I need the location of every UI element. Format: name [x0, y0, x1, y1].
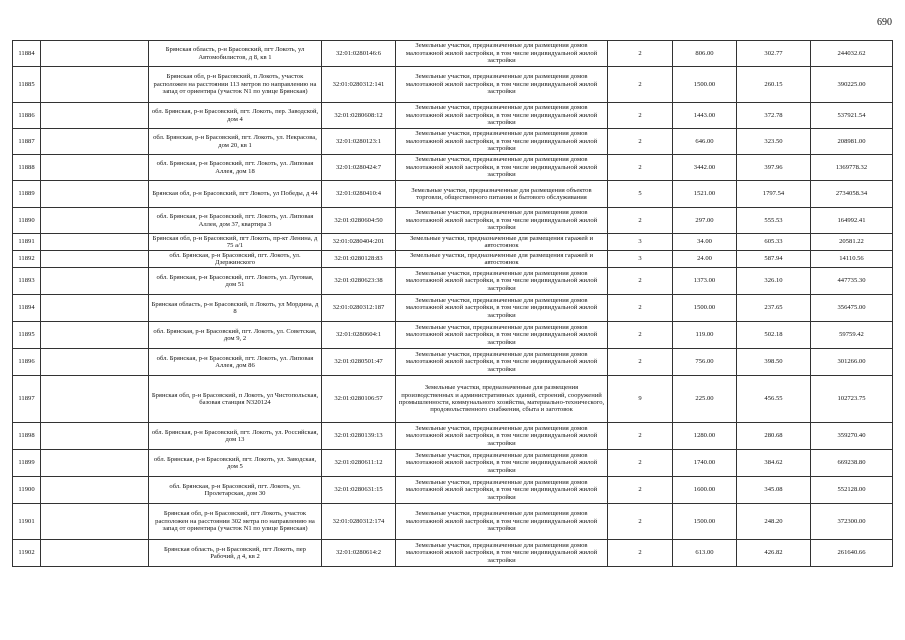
category-cell: 2 — [608, 67, 673, 103]
category-cell: 2 — [608, 129, 673, 155]
cadastral-value-cell: 2734058.34 — [811, 181, 893, 208]
cadastral-number-cell: 32:01:0280501:47 — [322, 349, 396, 376]
area-cell: 297.00 — [673, 208, 737, 234]
area-cell: 1500.00 — [673, 295, 737, 322]
land-purpose-cell: Земельные участки, предназначенные для размещения домов малоэтажной жилой застройки, в том числе индивидуальной жилой застройки — [396, 67, 608, 103]
table-row — [13, 268, 893, 295]
cadastral-value-cell: 164992.41 — [811, 208, 893, 234]
cadastral-number-cell: 32:01:0280139:13 — [322, 423, 396, 450]
area-cell: 756.00 — [673, 349, 737, 376]
area-cell: 646.00 — [673, 129, 737, 155]
empty-cell — [41, 349, 149, 376]
table-row — [13, 477, 893, 504]
cadastral-number-cell: 32:01:0280623:38 — [322, 268, 396, 295]
cadastral-number-cell: 32:01:0280608:12 — [322, 103, 396, 129]
area-cell: 1280.00 — [673, 423, 737, 450]
table-row — [13, 234, 893, 251]
row-number: 11898 — [13, 423, 41, 450]
address-cell: обл. Брянская, р-н Брасовский, пгт. Локоть, ул. Некрасова, дом 20, кв 1 — [149, 129, 322, 155]
specific-value-cell: 502.18 — [737, 322, 811, 349]
cadastral-value-cell: 14110.56 — [811, 251, 893, 268]
empty-cell — [41, 181, 149, 208]
area-cell: 1500.00 — [673, 67, 737, 103]
cadastral-value-cell: 1369778.32 — [811, 155, 893, 181]
land-purpose-cell: Земельные участки, предназначенные для размещения домов малоэтажной жилой застройки, в том числе индивидуальной жилой застройки — [396, 103, 608, 129]
empty-cell — [41, 376, 149, 423]
cadastral-number-cell: 32:01:0280424:7 — [322, 155, 396, 181]
cadastral-number-cell: 32:01:0280128:83 — [322, 251, 396, 268]
cadastral-number-cell: 32:01:0280106:57 — [322, 376, 396, 423]
address-cell: обл. Брянская, р-н Брасовский, пгт. Локоть, ул. Советская, дом 9, 2 — [149, 322, 322, 349]
land-purpose-cell: Земельные участки, предназначенные для размещения домов малоэтажной жилой застройки, в том числе индивидуальной жилой застройки — [396, 129, 608, 155]
cadastral-value-cell: 102723.75 — [811, 376, 893, 423]
land-purpose-cell: Земельные участки, предназначенные для размещения домов малоэтажной жилой застройки, в том числе индивидуальной жилой застройки — [396, 423, 608, 450]
cadastral-number-cell: 32:01:0280312:187 — [322, 295, 396, 322]
land-purpose-cell: Земельные участки, предназначенные для размещения домов малоэтажной жилой застройки, в том числе индивидуальной жилой застройки — [396, 268, 608, 295]
land-purpose-cell: Земельные участки, предназначенные для размещения гаражей и автостоянок — [396, 234, 608, 251]
specific-value-cell: 345.08 — [737, 477, 811, 504]
address-cell: обл. Брянская, р-н Брасовский, пгт. Локоть, ул. Дзержинского — [149, 251, 322, 268]
cadastral-value-cell: 356475.00 — [811, 295, 893, 322]
cadastral-value-cell: 59759.42 — [811, 322, 893, 349]
area-cell: 613.00 — [673, 540, 737, 567]
land-purpose-cell: Земельные участки, предназначенные для размещения домов малоэтажной жилой застройки, в том числе индивидуальной жилой застройки — [396, 208, 608, 234]
category-cell: 2 — [608, 155, 673, 181]
area-cell: 1443.00 — [673, 103, 737, 129]
cadastral-value-cell: 20581.22 — [811, 234, 893, 251]
address-cell: обл. Брянская, р-н Брасовский, пгт. Локоть, ул. Пролетарская, дом 30 — [149, 477, 322, 504]
category-cell: 2 — [608, 450, 673, 477]
table-row — [13, 450, 893, 477]
area-cell: 1500.00 — [673, 504, 737, 540]
row-number: 11884 — [13, 41, 41, 67]
specific-value-cell: 426.82 — [737, 540, 811, 567]
land-purpose-cell: Земельные участки, предназначенные для размещения домов малоэтажной жилой застройки, в том числе индивидуальной жилой застройки — [396, 41, 608, 67]
table-row — [13, 208, 893, 234]
table-row — [13, 540, 893, 567]
cadastral-number-cell: 32:01:0280404:201 — [322, 234, 396, 251]
row-number: 11891 — [13, 234, 41, 251]
cadastral-number-cell: 32:01:0280410:4 — [322, 181, 396, 208]
area-cell: 1740.00 — [673, 450, 737, 477]
address-cell: Брянская обл, р-н Брасовский, п Локоть, ул Чистопольская, базовая станция N320124 — [149, 376, 322, 423]
specific-value-cell: 397.96 — [737, 155, 811, 181]
empty-cell — [41, 268, 149, 295]
cadastral-value-cell: 552128.00 — [811, 477, 893, 504]
cadastral-number-cell: 32:01:0280604:1 — [322, 322, 396, 349]
cadastral-value-cell: 372300.00 — [811, 504, 893, 540]
category-cell: 2 — [608, 477, 673, 504]
specific-value-cell: 372.78 — [737, 103, 811, 129]
specific-value-cell: 260.15 — [737, 67, 811, 103]
land-purpose-cell: Земельные участки, предназначенные для размещения гаражей и автостоянок — [396, 251, 608, 268]
cadastral-number-cell: 32:01:0280312:141 — [322, 67, 396, 103]
specific-value-cell: 280.68 — [737, 423, 811, 450]
row-number: 11899 — [13, 450, 41, 477]
land-purpose-cell: Земельные участки, предназначенные для размещения домов малоэтажной жилой застройки, в том числе индивидуальной жилой застройки — [396, 477, 608, 504]
row-number: 11885 — [13, 67, 41, 103]
category-cell: 3 — [608, 234, 673, 251]
cadastral-value-cell: 359270.40 — [811, 423, 893, 450]
empty-cell — [41, 67, 149, 103]
cadastral-number-cell: 32:01:0280123:1 — [322, 129, 396, 155]
land-purpose-cell: Земельные участки, предназначенные для размещения производственных и административных зданий, строений, сооружений промышленности, коммунального хозяйства, материально-технического, продовольственного снабжения, сбыта и заготовок — [396, 376, 608, 423]
table-row — [13, 67, 893, 103]
area-cell: 1600.00 — [673, 477, 737, 504]
empty-cell — [41, 322, 149, 349]
cadastral-value-cell: 261640.66 — [811, 540, 893, 567]
specific-value-cell: 587.94 — [737, 251, 811, 268]
land-purpose-cell: Земельные участки, предназначенные для размещения домов малоэтажной жилой застройки, в том числе индивидуальной жилой застройки — [396, 450, 608, 477]
address-cell: Брянская область, р-н Брасовский, пгт Локоть, ул Автомобилистов, д 8, кв 1 — [149, 41, 322, 67]
cadastral-number-cell: 32:01:0280312:174 — [322, 504, 396, 540]
category-cell: 2 — [608, 322, 673, 349]
empty-cell — [41, 540, 149, 567]
table-row — [13, 423, 893, 450]
cadastral-number-cell: 32:01:0280146:6 — [322, 41, 396, 67]
area-cell: 34.00 — [673, 234, 737, 251]
row-number: 11888 — [13, 155, 41, 181]
empty-cell — [41, 41, 149, 67]
empty-cell — [41, 450, 149, 477]
cadastral-value-cell: 208981.00 — [811, 129, 893, 155]
area-cell: 3442.00 — [673, 155, 737, 181]
address-cell: обл. Брянская, р-н Брасовский, пгт. Локоть, ул. Липовая Аллея, дом 37, квартира 3 — [149, 208, 322, 234]
area-cell: 1373.00 — [673, 268, 737, 295]
page-number: 690 — [877, 17, 892, 28]
specific-value-cell: 398.50 — [737, 349, 811, 376]
category-cell: 2 — [608, 540, 673, 567]
table-row — [13, 103, 893, 129]
cadastral-value-cell: 301266.00 — [811, 349, 893, 376]
cadastral-value-cell: 447735.30 — [811, 268, 893, 295]
specific-value-cell: 326.10 — [737, 268, 811, 295]
table-row — [13, 181, 893, 208]
land-purpose-cell: Земельные участки, предназначенные для размещения домов малоэтажной жилой застройки, в том числе индивидуальной жилой застройки — [396, 155, 608, 181]
row-number: 11901 — [13, 504, 41, 540]
specific-value-cell: 302.77 — [737, 41, 811, 67]
cadastral-number-cell: 32:01:0280604:50 — [322, 208, 396, 234]
address-cell: Брянская обл, р-н Брасовский, пгт Локоть, участок расположен на расстоянии 302 метра по направлению на запад от ориентира (участок N1 по улице Брянская) — [149, 504, 322, 540]
table-row — [13, 295, 893, 322]
table-row — [13, 322, 893, 349]
row-number: 11887 — [13, 129, 41, 155]
specific-value-cell: 323.50 — [737, 129, 811, 155]
table-row — [13, 41, 893, 67]
specific-value-cell: 555.53 — [737, 208, 811, 234]
land-purpose-cell: Земельные участки, предназначенные для размещения домов малоэтажной жилой застройки, в том числе индивидуальной жилой застройки — [396, 540, 608, 567]
address-cell: обл. Брянская, р-н Брасовский, пгт. Локоть, ул. Российская, дом 13 — [149, 423, 322, 450]
category-cell: 2 — [608, 103, 673, 129]
table-row — [13, 504, 893, 540]
category-cell: 3 — [608, 251, 673, 268]
land-purpose-cell: Земельные участки, предназначенные для размещения домов малоэтажной жилой застройки, в том числе индивидуальной жилой застройки — [396, 504, 608, 540]
specific-value-cell: 1797.54 — [737, 181, 811, 208]
cadastral-value-cell: 390225.00 — [811, 67, 893, 103]
specific-value-cell: 605.33 — [737, 234, 811, 251]
table-row — [13, 376, 893, 423]
land-purpose-cell: Земельные участки, предназначенные для размещения домов малоэтажной жилой застройки, в том числе индивидуальной жилой застройки — [396, 349, 608, 376]
row-number: 11894 — [13, 295, 41, 322]
category-cell: 2 — [608, 268, 673, 295]
category-cell: 2 — [608, 208, 673, 234]
land-registry-table — [12, 40, 893, 567]
table-row — [13, 349, 893, 376]
category-cell: 2 — [608, 423, 673, 450]
address-cell: Брянская область, р-н Брасовский, п Локоть, ул Мордина, д 8 — [149, 295, 322, 322]
empty-cell — [41, 251, 149, 268]
row-number: 11889 — [13, 181, 41, 208]
address-cell: Брянская обл, р-н Брасовский, пгт Локоть, ул Победы, д 44 — [149, 181, 322, 208]
category-cell: 2 — [608, 295, 673, 322]
address-cell: обл. Брянская, р-н Брасовский, пгт. Локоть, пер. Заводской, дом 4 — [149, 103, 322, 129]
land-purpose-cell: Земельные участки, предназначенные для размещения объектов торговли, общественного питания и бытового обслуживания — [396, 181, 608, 208]
row-number: 11886 — [13, 103, 41, 129]
address-cell: Брянская обл, р-н Брасовский, пгт Локоть, пр-кт Ленина, д 75 а/1 — [149, 234, 322, 251]
row-number: 11900 — [13, 477, 41, 504]
address-cell: обл. Брянская, р-н Брасовский, пгт. Локоть, ул. Луговая, дом 51 — [149, 268, 322, 295]
category-cell: 2 — [608, 504, 673, 540]
specific-value-cell: 237.65 — [737, 295, 811, 322]
empty-cell — [41, 234, 149, 251]
empty-cell — [41, 423, 149, 450]
specific-value-cell: 456.55 — [737, 376, 811, 423]
area-cell: 1521.00 — [673, 181, 737, 208]
address-cell: обл. Брянская, р-н Брасовский, пгт. Локоть, ул. Заводская, дом 5 — [149, 450, 322, 477]
address-cell: Брянская область, р-н Брасовский, пгт Локоть, пер Рабочий, д 4, кв 2 — [149, 540, 322, 567]
area-cell: 806.00 — [673, 41, 737, 67]
row-number: 11893 — [13, 268, 41, 295]
empty-cell — [41, 155, 149, 181]
category-cell: 9 — [608, 376, 673, 423]
area-cell: 24.00 — [673, 251, 737, 268]
land-purpose-cell: Земельные участки, предназначенные для размещения домов малоэтажной жилой застройки, в том числе индивидуальной жилой застройки — [396, 295, 608, 322]
empty-cell — [41, 103, 149, 129]
specific-value-cell: 384.62 — [737, 450, 811, 477]
address-cell: обл. Брянская, р-н Брасовский, пгт. Локоть, ул. Липовая Аллея, дом 86 — [149, 349, 322, 376]
row-number: 11890 — [13, 208, 41, 234]
empty-cell — [41, 295, 149, 322]
table-row — [13, 155, 893, 181]
cadastral-value-cell: 669238.80 — [811, 450, 893, 477]
specific-value-cell: 248.20 — [737, 504, 811, 540]
empty-cell — [41, 477, 149, 504]
address-cell: Брянская обл, р-н Брасовский, п Локоть, участок расположен на расстоянии 113 метров по направлению на запад от ориентира (участок N1 по улице Брянская) — [149, 67, 322, 103]
cadastral-number-cell: 32:01:0280631:15 — [322, 477, 396, 504]
category-cell: 2 — [608, 41, 673, 67]
row-number: 11895 — [13, 322, 41, 349]
address-cell: обл. Брянская, р-н Брасовский, пгт. Локоть, ул. Липовая Аллея, дом 18 — [149, 155, 322, 181]
cadastral-number-cell: 32:01:0280614:2 — [322, 540, 396, 567]
area-cell: 119.00 — [673, 322, 737, 349]
area-cell: 225.00 — [673, 376, 737, 423]
row-number: 11897 — [13, 376, 41, 423]
cadastral-number-cell: 32:01:0280611:12 — [322, 450, 396, 477]
empty-cell — [41, 208, 149, 234]
row-number: 11902 — [13, 540, 41, 567]
land-purpose-cell: Земельные участки, предназначенные для размещения домов малоэтажной жилой застройки, в том числе индивидуальной жилой застройки — [396, 322, 608, 349]
row-number: 11892 — [13, 251, 41, 268]
cadastral-value-cell: 244032.62 — [811, 41, 893, 67]
empty-cell — [41, 129, 149, 155]
empty-cell — [41, 504, 149, 540]
category-cell: 5 — [608, 181, 673, 208]
category-cell: 2 — [608, 349, 673, 376]
row-number: 11896 — [13, 349, 41, 376]
cadastral-value-cell: 537921.54 — [811, 103, 893, 129]
table-row — [13, 251, 893, 268]
table-row — [13, 129, 893, 155]
